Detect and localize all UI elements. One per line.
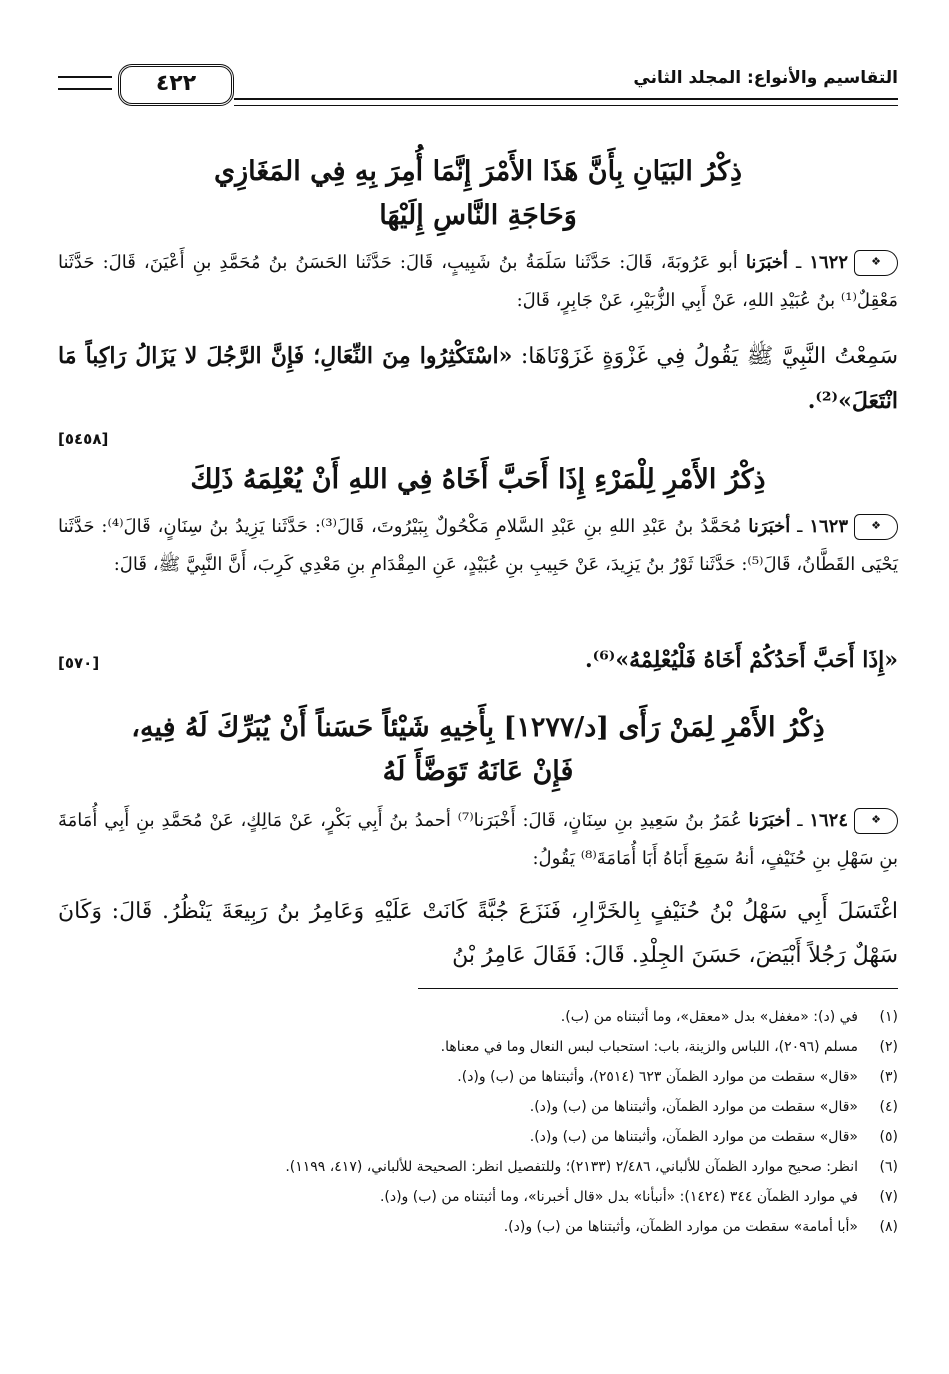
footnote-number: (٨) [879, 1219, 898, 1235]
chapter-heading-2 [78, 458, 878, 502]
footnote [58, 1152, 898, 1182]
chapter-heading-line: ذِكْرُ البَيَانِ بِأَنَّ هَذَا الأَمْرَ إِنَّمَا أُمِرَ بِهِ فِي المَغَازِي [213, 156, 743, 187]
footnote [58, 1032, 898, 1062]
hadith-marker-icon: ❖ [854, 514, 898, 540]
hadith-akhbarana: أخبَرَنا [745, 252, 788, 273]
chapter-heading-line: فَإِنْ عَانَهُ تَوَضَّأَ لَهُ [382, 756, 574, 787]
hadith-isnad-1624: ❖١٦٢٤ ـ أخبَرَنا عُمَرُ بنُ سَعِيدِ بنِ سِنَانٍ، قَالَ: أَخْبَرَنا⁽⁷⁾ أحمدُ بنُ أَبِي بَكْرٍ، عَنْ مَالِكٍ، عَنْ مُحَمَّدِ بنِ أَبِي أُمَامَةَ بنِ سَهْلِ بنِ حُنَيْفٍ، أنهُ سَمِعَ أَبَاهُ أَبَا أُمَامَةَ⁽⁸⁾ يَقُولُ: [58, 810, 898, 869]
hadith-reference: [٥٤٥٨] [58, 430, 109, 448]
footnote-text: «أبا أمامة» سقطت من موارد الظمآن، وأثبتناها من (ب) و(د). [503, 1219, 858, 1235]
matn-bold: «إِذَا أَحَبَّ أَحَدُكُمْ أَخَاهُ فَلْيُعْلِمْهُ»⁽⁶⁾. [584, 647, 898, 673]
footnotes [58, 1002, 898, 1242]
chapter-heading-line: ذِكْرُ الأَمْرِ لِمَنْ رَأَى [د/١٢٧٧] بِأَخِيهِ شَيْئاً حَسَناً أَنْ يُبَرِّكَ لَهُ فِيهِ، [131, 712, 825, 743]
hadith-isnad-1622: ❖١٦٢٢ ـ أخبَرَنا أبو عَرُوبَةَ، قَالَ: حَدَّثَنا سَلَمَةُ بنُ شَبِيبٍ، قَالَ: حَدَّثَنا الحَسَنُ بنُ مُحَمَّدِ بنِ أَعْيَنَ، قَالَ: حَدَّثَنا مَعْقِلٌ⁽¹⁾ بنُ عُبَيْدِ اللهِ، عَنْ أَبِي الزُّبَيْرِ، عَنْ جَابِرٍ، قَالَ: [58, 252, 898, 311]
hadith-marker-icon: ❖ [854, 250, 898, 276]
footnote-text: انظر: صحيح موارد الظمآن للألباني، ٢/٤٨٦ (٢١٣٣)؛ وللتفصيل انظر: الصحيحة للألباني، (٤١٧، ١١٩٩). [285, 1159, 858, 1175]
header-ornament [58, 76, 112, 90]
hadith-matn-1624 [58, 890, 898, 978]
footnote-separator [418, 988, 898, 989]
footnote [58, 1182, 898, 1212]
footnote-number: (٦) [879, 1159, 898, 1175]
footnote-number: (١) [879, 1009, 898, 1025]
hadith-akhbarana: أخبَرَنا [748, 516, 791, 537]
footnote-number: (٤) [879, 1099, 898, 1115]
footnote-text: مسلم (٢٠٩٦)، اللباس والزينة، باب: استحباب لبس النعال وما في معناها. [440, 1039, 858, 1055]
hadith-reference: [٥٧٠] [58, 654, 100, 672]
page-header [58, 64, 898, 108]
footnote [58, 1212, 898, 1242]
chapter-heading-3 [78, 706, 878, 794]
footnote-text: «قال» سقطت من موارد الظمآن، وأثبتناها من (ب) و(د). [529, 1099, 858, 1115]
footnote [58, 1062, 898, 1092]
footnote [58, 1092, 898, 1122]
hadith-isnad: مُحَمَّدُ بنُ عَبْدِ اللهِ بنِ عَبْدِ السَّلامِ مَكْحُولٌ بِبَيْرُوتَ، قَالَ⁽³⁾: حَدَّثَنا يَزِيدُ بنُ سِنَانٍ، قَالَ⁽⁴⁾: حَدَّثَنا يَحْيَى القَطَّانُ، قَالَ⁽⁵⁾: حَدَّثَنا ثَوْرُ بنُ يَزِيدَ، عَنْ حَبِيبِ بنِ عُبَيْدٍ، عَنِ المِقْدَامِ بنِ مَعْدِي كَرِبَ، أَنَّ النَّبِيَّ ﷺ، قَالَ: [58, 516, 898, 575]
hadith-number: ١٦٢٤ [809, 810, 848, 831]
footnote-number: (٢) [879, 1039, 898, 1055]
footnote [58, 1002, 898, 1032]
chapter-heading-line: وَحَاجَةِ النَّاسِ إِلَيْهَا [379, 200, 577, 231]
chapter-heading-1 [78, 150, 878, 238]
footnote [58, 1122, 898, 1152]
footnote-text: في (د): «مغفل» بدل «معقل»، وما أثبتناه من (ب). [560, 1009, 858, 1025]
footnote-text: «قال» سقطت من موارد الظمآن، وأثبتناها من (ب) و(د). [529, 1129, 858, 1145]
footnote-text: «قال» سقطت من موارد الظمآن ٦٢٣ (٢٥١٤)، وأثبتناها من (ب) و(د). [457, 1069, 858, 1085]
footnote-number: (٣) [879, 1069, 898, 1085]
matn-plain: سَمِعْتُ النَّبِيَّ ﷺ يَقُولُ فِي غَزْوَةٍ غَزَوْنَاهَا: [520, 344, 898, 369]
hadith-isnad-1623: ❖١٦٢٣ ـ أخبَرَنا مُحَمَّدُ بنُ عَبْدِ اللهِ بنِ عَبْدِ السَّلامِ مَكْحُولٌ بِبَيْرُوتَ، قَالَ⁽³⁾: حَدَّثَنا يَزِيدُ بنُ سِنَانٍ، قَالَ⁽⁴⁾: حَدَّثَنا يَحْيَى القَطَّانُ، قَالَ⁽⁵⁾: حَدَّثَنا ثَوْرُ بنُ يَزِيدَ، عَنْ حَبِيبِ بنِ عُبَيْدٍ، عَنِ المِقْدَامِ بنِ مَعْدِي كَرِبَ، أَنَّ النَّبِيَّ ﷺ، قَالَ: [58, 516, 898, 575]
page-number-box [118, 64, 234, 106]
hadith-isnad: أبو عَرُوبَةَ، قَالَ: حَدَّثَنا سَلَمَةُ بنُ شَبِيبٍ، قَالَ: حَدَّثَنا الحَسَنُ بنُ مُحَمَّدِ بنِ أَعْيَنَ، قَالَ: حَدَّثَنا مَعْقِلٌ⁽¹⁾ بنُ عُبَيْدِ اللهِ، عَنْ أَبِي الزُّبَيْرِ، عَنْ جَابِرٍ، قَالَ: [58, 252, 898, 311]
matn-bold: «اسْتَكْثِرُوا مِنَ النِّعَالِ؛ فَإِنَّ الرَّجُلَ لا يَزَالُ رَاكِباً مَا انْتَعَلَ»⁽²⁾. [58, 343, 898, 414]
header-rule [234, 98, 898, 106]
hadith-matn-1622 [58, 334, 898, 424]
footnote-number: (٧) [879, 1189, 898, 1205]
footnote-text: في موارد الظمآن ٣٤٤ (١٤٢٤): «أنبأنا» بدل «قال أخبرنا»، وما أثبتناه من (ب) و(د). [379, 1189, 858, 1205]
hadith-akhbarana: أخبَرَنا [748, 810, 791, 831]
hadith-number: ١٦٢٢ [809, 252, 848, 273]
chapter-heading-line: ذِكْرُ الأَمْرِ لِلْمَرْءِ إِذَا أَحَبَّ أَخَاهُ فِي اللهِ أَنْ يُعْلِمَهُ ذَلِكَ [190, 464, 766, 495]
running-title: التقاسيم والأنواع: المجلد الثاني [633, 68, 898, 88]
footnote-number: (٥) [879, 1129, 898, 1145]
matn-plain: اغْتَسَلَ أَبِي سَهْلُ بْنُ حُنَيْفٍ بِالخَرَّارِ، فَنَزَعَ جُبَّةً كَانَتْ عَلَيْهِ وَعَامِرُ بنُ رَبِيعَةَ يَنْظُرُ. قَالَ: وَكَانَ سَهْلٌ رَجُلاً أَبْيَضَ، حَسَنَ الجِلْدِ. قَالَ: فَقَالَ عَامِرُ بْنُ [58, 899, 898, 968]
hadith-number: ١٦٢٣ [809, 516, 848, 537]
hadith-matn-1623 [58, 638, 898, 683]
hadith-marker-icon: ❖ [854, 808, 898, 834]
page-number: ٤٢٢ [155, 71, 197, 96]
book-page [58, 58, 898, 1348]
hadith-isnad: عُمَرُ بنُ سَعِيدِ بنِ سِنَانٍ، قَالَ: أَخْبَرَنا⁽⁷⁾ أحمدُ بنُ أَبِي بَكْرٍ، عَنْ مَالِكٍ، عَنْ مُحَمَّدِ بنِ أَبِي أُمَامَةَ بنِ سَهْلِ بنِ حُنَيْفٍ، أنهُ سَمِعَ أَبَاهُ أَبَا أُمَامَةَ⁽⁸⁾ يَقُولُ: [58, 810, 898, 869]
